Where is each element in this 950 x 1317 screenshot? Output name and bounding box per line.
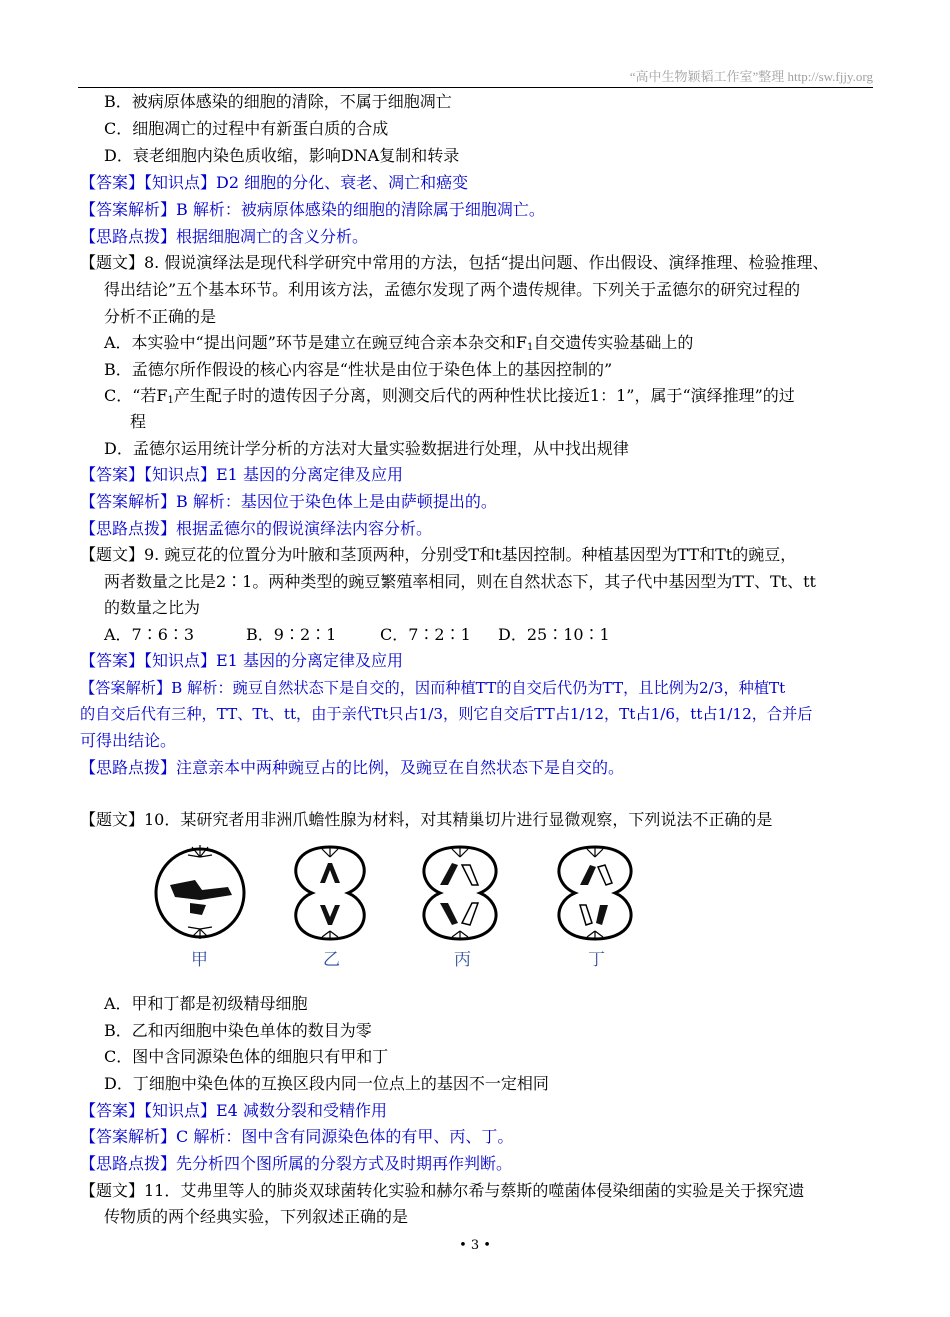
q8-option-d: D．孟德尔运用统计学分析的方法对大量实验数据进行处理，从中找出规律 (104, 439, 629, 458)
cell-yi (296, 847, 364, 939)
q8-option-b: B．孟德尔所作假设的核心内容是“性状是由位于染色体上的基因控制的” (104, 360, 613, 379)
q11-stem-line1: 【题文】11．艾弗里等人的肺炎双球菌转化实验和赫尔希与蔡斯的噬菌体侵染细菌的实验是关于探究遗 (80, 1181, 805, 1200)
q8-stem-line1: 【题文】8. 假说演绎法是现代科学研究中常用的方法，包括“提出问题、作出假设、演绎推理、检验推理、 (80, 253, 829, 272)
q10-option-b: B．乙和丙细胞中染色单体的数目为零 (104, 1021, 372, 1040)
q9-option-b: B．9∶2∶1 (246, 625, 337, 644)
q9-option-c: C．7∶2∶1 (380, 625, 471, 644)
q8-tip: 【思路点拨】根据孟德尔的假说演绎法内容分析。 (80, 519, 433, 538)
q8-stem-line2: 得出结论”五个基本环节。利用该方法，孟德尔发现了两个遗传规律。下列关于孟德尔的研究过程的 (104, 280, 801, 299)
q10-stem: 【题文】10．某研究者用非洲爪蟾性腺为材料，对其精巢切片进行显微观察，下列说法不正确的是 (80, 810, 773, 829)
q7-answer: 【答案】【知识点】D2 细胞的分化、衰老、凋亡和癌变 (80, 173, 469, 192)
cell-ding (559, 847, 631, 939)
figure-label-yi: 乙 (323, 950, 340, 970)
q9-explanation-line1: 【答案解析】B 解析：豌豆自然状态下是自交的，因而种植TT的自交后代仍为TT，且比例为2/3，种植Tt (80, 679, 786, 697)
q9-stem-line3: 的数量之比为 (104, 598, 201, 617)
header-rule (78, 87, 873, 88)
q8-option-a: A．本实验中“提出问题”环节是建立在豌豆纯合亲本杂交和$F_1$自交遗传实验基础上的 (104, 333, 694, 353)
q7-option-b: B．被病原体感染的细胞的清除，不属于细胞凋亡 (104, 92, 452, 111)
page-number: • 3 • (459, 1238, 491, 1253)
q10-option-c: C．图中含同源染色体的细胞只有甲和丁 (104, 1047, 389, 1066)
cell-jia (156, 845, 244, 939)
q9-answer: 【答案】【知识点】E1 基因的分离定律及应用 (80, 651, 403, 670)
q9-tip: 【思路点拨】注意亲本中两种豌豆占的比例，及豌豆在自然状态下是自交的。 (80, 758, 625, 777)
q9-option-d: D．25∶10∶1 (498, 625, 610, 644)
q10-tip: 【思路点拨】先分析四个图所属的分裂方式及时期再作判断。 (80, 1154, 513, 1173)
q8-answer: 【答案】【知识点】E1 基因的分离定律及应用 (80, 465, 403, 484)
q8-explanation: 【答案解析】B 解析：基因位于染色体上是由萨顿提出的。 (80, 492, 497, 511)
page-header: “高中生物颖韬工作室”整理 http://sw.fjjy.org (629, 69, 873, 84)
q10-answer: 【答案】【知识点】E4 减数分裂和受精作用 (80, 1101, 387, 1120)
q9-explanation-line2: 的自交后代有三种，TT、Tt、tt，由于亲代Tt只占1/3，则它自交后TT占1/12，Tt占1/6，tt占1/12，合并后 (80, 705, 813, 723)
figure-label-bing: 丙 (454, 950, 471, 970)
q8-option-c-cont: 程 (130, 412, 147, 431)
figure-label-ding: 丁 (588, 950, 605, 970)
q8-option-c: C．“若$F_1$产生配子时的遗传因子分离，则测交后代的两种性状比接近1：1”，属于“演绎推理”的过 (104, 386, 795, 406)
q9-stem-line1: 【题文】9. 豌豆花的位置分为叶腋和茎顶两种，分别受T和t基因控制。种植基因型为TT和Tt的豌豆， (80, 545, 797, 564)
q7-tip: 【思路点拨】根据细胞凋亡的含义分析。 (80, 227, 369, 246)
q10-option-d: D．丁细胞中染色体的互换区段内同一位点上的基因不一定相同 (104, 1074, 549, 1093)
q11-stem-line2: 传物质的两个经典实验，下列叙述正确的是 (104, 1207, 409, 1226)
q7-explanation: 【答案解析】B 解析：被病原体感染的细胞的清除属于细胞凋亡。 (80, 200, 545, 219)
figure-label-jia: 甲 (191, 950, 208, 970)
q9-option-a: A．7∶6∶3 (104, 625, 195, 644)
cell-bing (424, 847, 496, 939)
q10-explanation: 【答案解析】C 解析：图中含有同源染色体的有甲、丙、丁。 (80, 1127, 514, 1146)
q9-stem-line2: 两者数量之比是2∶1。两种类型的豌豆繁殖率相同，则在自然状态下，其子代中基因型为TT、Tt、tt (104, 572, 816, 591)
q10-option-a: A．甲和丁都是初级精母细胞 (104, 994, 308, 1013)
q7-option-d: D．衰老细胞内染色质收缩，影响DNA复制和转录 (104, 146, 460, 165)
q8-stem-line3: 分析不正确的是 (104, 307, 217, 326)
q9-explanation-line3: 可得出结论。 (80, 731, 177, 750)
q7-option-c: C．细胞凋亡的过程中有新蛋白质的合成 (104, 119, 389, 138)
